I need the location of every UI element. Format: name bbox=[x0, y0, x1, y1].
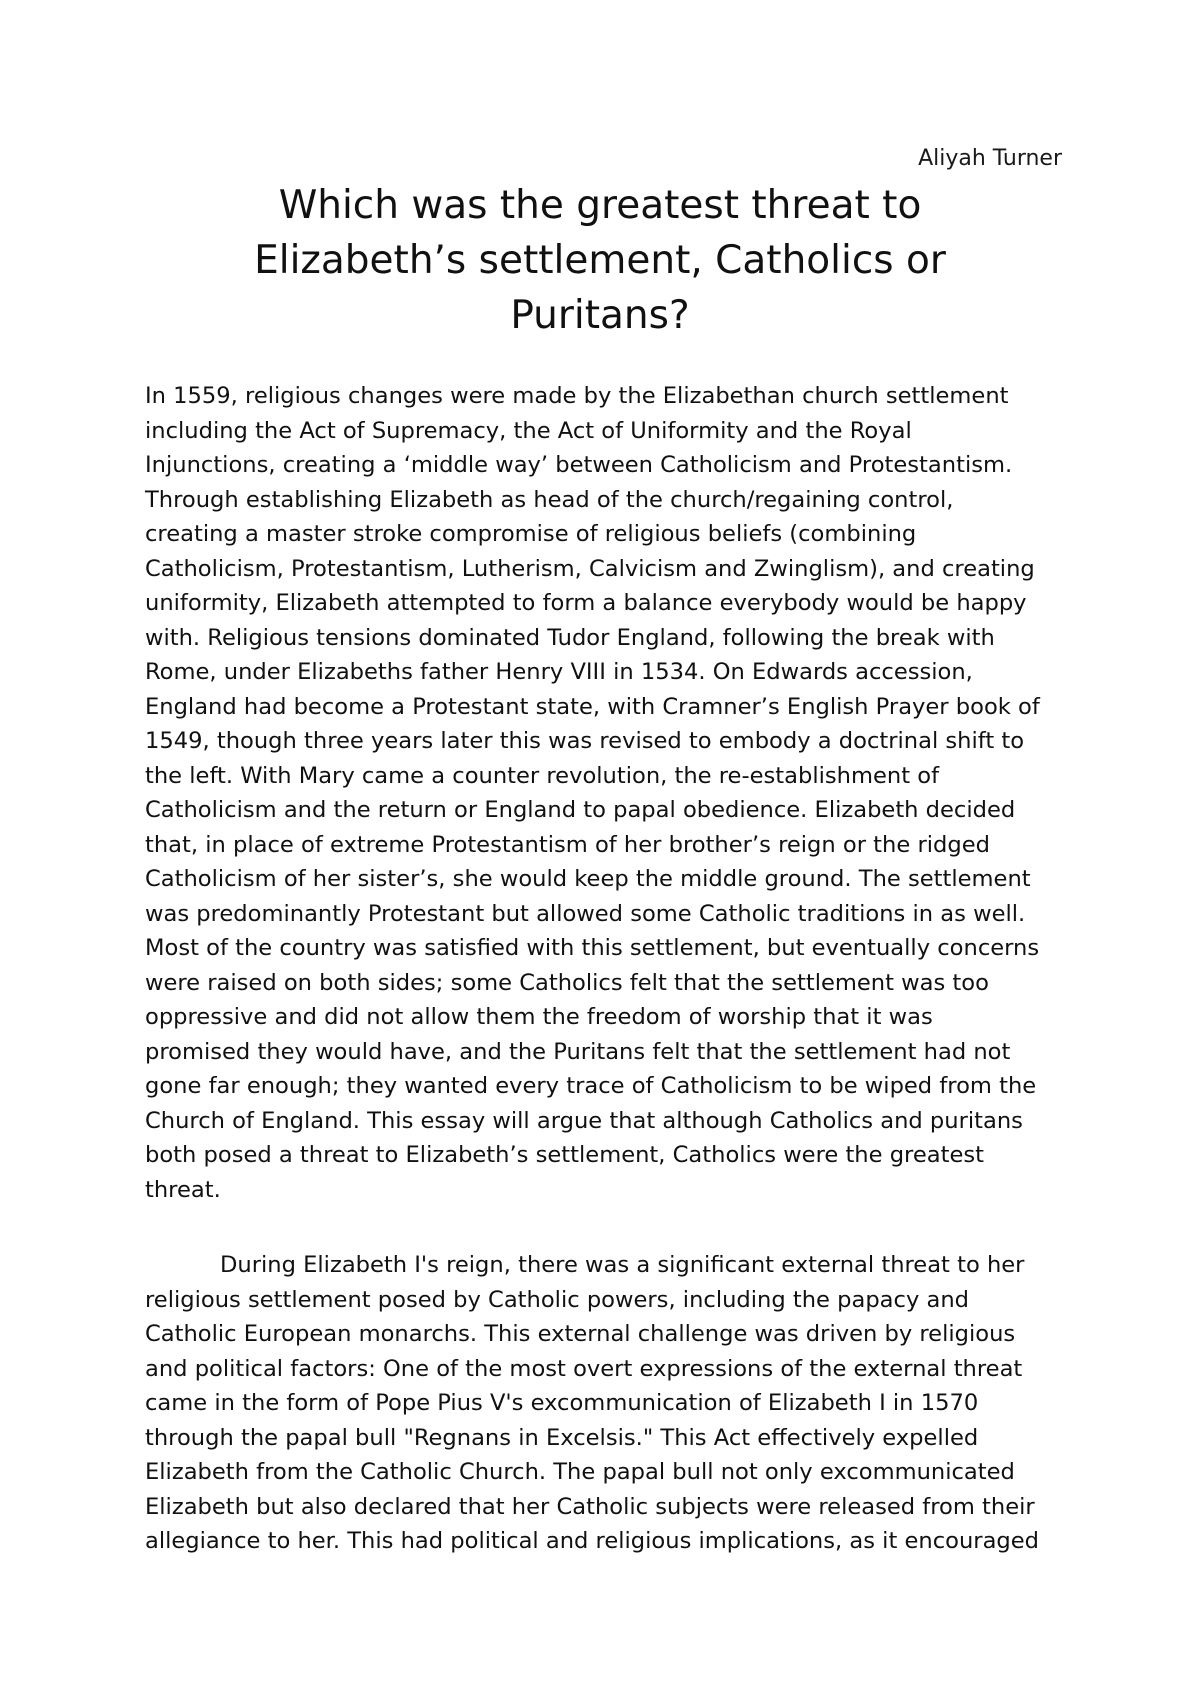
text-line: allegiance to her. This had political and religious implications, as it encouraged bbox=[145, 1528, 1040, 1554]
text-line: were raised on both sides; some Catholics felt that the settlement was too bbox=[145, 969, 989, 996]
body-paragraph bbox=[145, 1248, 1075, 1559]
essay-title bbox=[160, 178, 1040, 343]
text-line: including the Act of Supremacy, the Act of Uniformity and the Royal bbox=[145, 417, 912, 444]
title-line: Puritans? bbox=[510, 293, 690, 338]
text-line: uniformity, Elizabeth attempted to form a balance everybody would be happy bbox=[145, 590, 1027, 616]
text-line: with. Religious tensions dominated Tudor England, following the break with bbox=[145, 624, 995, 651]
introduction-paragraph bbox=[145, 379, 1075, 1207]
text-line: Elizabeth but also declared that her Catholic subjects were released from their bbox=[145, 1493, 1035, 1520]
title-line: Elizabeth’s settlement, Catholics or bbox=[254, 238, 946, 283]
text-line: Church of England. This essay will argue that although Catholics and puritans bbox=[145, 1107, 1023, 1134]
text-line: the left. With Mary came a counter revolution, the re-establishment of bbox=[145, 762, 940, 789]
text-line: both posed a threat to Elizabeth’s settlement, Catholics were the greatest bbox=[145, 1142, 984, 1168]
text-line: England had become a Protestant state, with Cramner’s English Prayer book of bbox=[145, 693, 1040, 720]
text-line: Most of the country was satisfied with this settlement, but eventually concerns bbox=[145, 935, 1040, 961]
text-line: Injunctions, creating a ‘middle way’ between Catholicism and Protestantism. bbox=[145, 452, 1013, 478]
text-line: religious settlement posed by Catholic powers, including the papacy and bbox=[145, 1286, 969, 1313]
text-line: was predominantly Protestant but allowed some Catholic traditions in as well. bbox=[145, 900, 1026, 927]
text-line: Through establishing Elizabeth as head of the church/regaining control, bbox=[145, 486, 954, 513]
text-line: came in the form of Pope Pius V's excommunication of Elizabeth I in 1570 bbox=[145, 1390, 979, 1416]
text-line: 1549, though three years later this was revised to embody a doctrinal shift to bbox=[145, 728, 1025, 754]
text-line: Catholicism, Protestantism, Lutherism, Calvicism and Zwinglism), and creating bbox=[145, 555, 1035, 582]
text-line: Rome, under Elizabeths father Henry VIII in 1534. On Edwards accession, bbox=[145, 659, 973, 685]
author-name: Aliyah Turner bbox=[918, 146, 1062, 171]
text-line: Elizabeth from the Catholic Church. The papal bull not only excommunicated bbox=[145, 1459, 1015, 1485]
text-line: Catholic European monarchs. This external challenge was driven by religious bbox=[145, 1321, 1016, 1347]
text-line: promised they would have, and the Puritans felt that the settlement had not bbox=[145, 1038, 1011, 1065]
text-line: creating a master stroke compromise of religious beliefs (combining bbox=[145, 521, 917, 547]
text-line: that, in place of extreme Protestantism of her brother’s reign or the ridged bbox=[145, 831, 990, 858]
text-line: Catholicism of her sister’s, she would keep the middle ground. The settlement bbox=[145, 866, 1031, 892]
text-line: oppressive and did not allow them the freedom of worship that it was bbox=[145, 1004, 933, 1030]
text-line: through the papal bull "Regnans in Excelsis." This Act effectively expelled bbox=[145, 1424, 979, 1451]
text-line: In 1559, religious changes were made by the Elizabethan church settlement bbox=[145, 383, 1009, 409]
text-line: threat. bbox=[145, 1176, 221, 1203]
title-line: Which was the greatest threat to bbox=[278, 183, 922, 228]
text-line: During Elizabeth I's reign, there was a significant external threat to her bbox=[220, 1252, 1025, 1278]
text-line: and political factors: One of the most overt expressions of the external threat bbox=[145, 1355, 1023, 1382]
text-line: gone far enough; they wanted every trace of Catholicism to be wiped from the bbox=[145, 1073, 1037, 1099]
text-line: Catholicism and the return or England to papal obedience. Elizabeth decided bbox=[145, 797, 1016, 823]
